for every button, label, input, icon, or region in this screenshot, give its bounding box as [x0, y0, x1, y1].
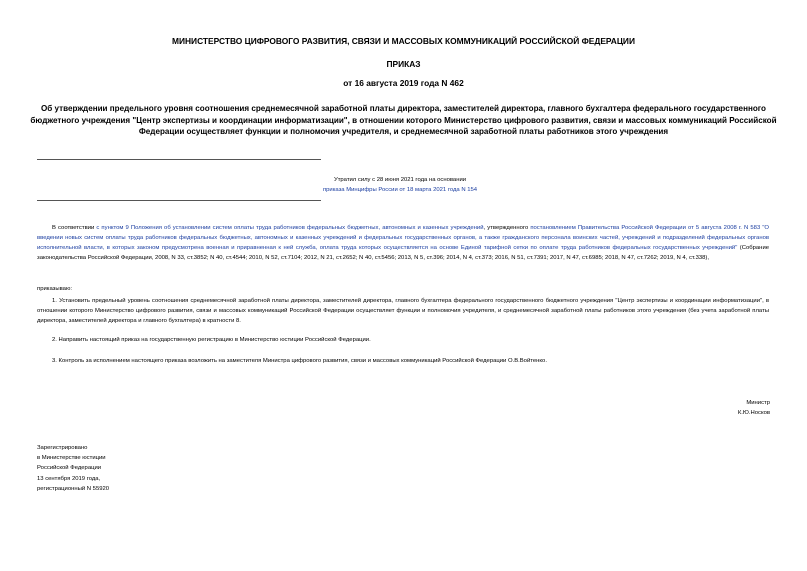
void-note-text: Утратил силу с 28 июня 2021 года на основании: [333, 177, 467, 183]
preamble-text-end: (Собрание законодательства Российской Федерации, 2008, N 33, ст.3852; N 40, ст.4544; 2010, N 52, ст.7104; 2012, N 21, ст.2652; N 40, ст.5456; 2013, N 5, ст.396; 2014, N 4, ст.373; 2016, N 51, ст.7391; 2017, N 47, ст.6985; 2018, N 47, ст.7262; 2019, N 4, ст.338),: [37, 244, 770, 261]
order-item-1: 1. Установить предельный уровень соотношения среднемесячной заработной платы директора, заместителей директора, главного бухгалтера федерального государственного бюджетного учреждения "Центр экспертизы и координации информатизации", в отношении которого Министерство цифрового развития, связи и массовых коммуникаций Российской Федерации осуществляет функции и полномочия учредителя, и среднемесячной заработной платы работников этого учреждения (без учета заработной платы директора, заместителей директора и главного бухгалтера) в кратности 8.: [37, 298, 769, 324]
document-type: ПРИКАЗ: [386, 59, 421, 69]
registration-block: [37, 443, 197, 494]
registration-line: в Министерстве юстиции: [37, 455, 106, 462]
signatory-name: К.Ю.Носков: [737, 410, 770, 416]
document-date: от 16 августа 2019 года N 462: [343, 78, 464, 88]
registration-line: регистрационный N 55920: [37, 485, 110, 492]
preamble-text-start: В соответствии: [52, 225, 97, 231]
government-decree-link[interactable]: постановлением Правительства Российской Федерации от 5 августа 2008 г. N 583 "О введении новых систем оплаты труда работников федеральных бюджетных, автономных и казенных учреждений и федеральных государственных органов, а также гражданского персонала воинских частей, учреждений и подразделений федеральных органов исполнительной власти, в которых законом предусмотрена военная и приравненная к ней служба, оплата труда которых осуществляется на основе Единой тарифной сетки по оплате труда работников федеральных государственных учреждений": [37, 225, 769, 251]
void-note-link[interactable]: приказа Минцифры России от 18 марта 2021 года N 154: [322, 187, 478, 193]
order-word: приказываю:: [37, 286, 73, 292]
divider-top: [37, 159, 321, 160]
signatory-position: Министр: [746, 400, 770, 406]
preamble-paragraph: [37, 224, 769, 264]
registration-line: Зарегистрировано: [37, 445, 88, 451]
divider-bottom: [37, 200, 321, 201]
document-title: Об утверждении предельного уровня соотношения среднемесячной заработной платы директора, заместителей директора, главного бухгалтера федерального государственного бюджетного учреждения "Центр экспертизы и координации информатизации", в отношении которого Министерство цифрового развития, связи и массовых коммуникаций Российской Федерации осуществляет функции и полномочия учредителя, и среднемесячной заработной платы работников этого учреждения: [30, 104, 777, 137]
regulation-link[interactable]: с пунктом 9 Положения об установлении систем оплаты труда работников федеральных бюджетных, автономных и казенных учреждений: [96, 225, 484, 231]
order-item-2: 2. Направить настоящий приказ на государственную регистрацию в Министерство юстиции Российской Федерации.: [52, 337, 371, 343]
registration-line: Российской Федерации: [37, 465, 102, 472]
registration-line: 13 сентября 2019 года,: [37, 475, 101, 482]
preamble-text-mid: , утвержденного: [483, 225, 531, 231]
ministry-name: МИНИСТЕРСТВО ЦИФРОВОГО РАЗВИТИЯ, СВЯЗИ И МАССОВЫХ КОММУНИКАЦИЙ РОССИЙСКОЙ ФЕДЕРАЦИИ: [172, 36, 635, 46]
order-item-3: 3. Контроль за исполнением настоящего приказа возложить на заместителя Министра цифрового развития, связи и массовых коммуникаций Российской Федерации О.В.Войтенко.: [52, 358, 547, 364]
